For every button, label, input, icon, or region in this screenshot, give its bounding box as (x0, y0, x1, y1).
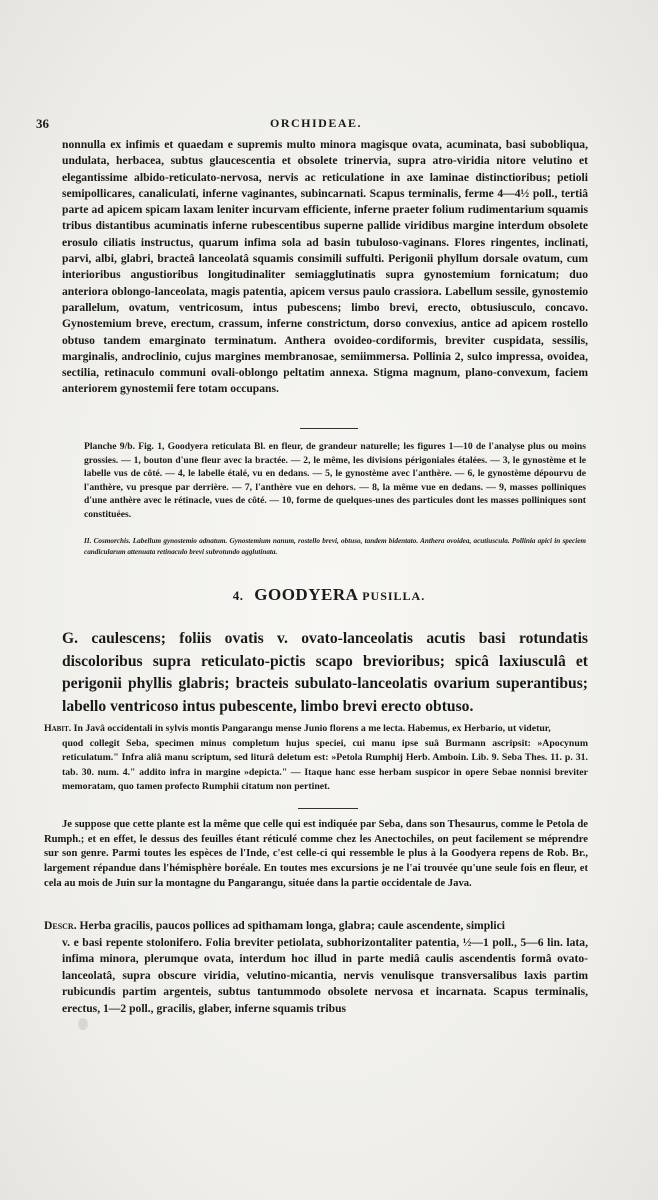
description-paragraph (44, 918, 588, 1018)
paper-stain (78, 1018, 88, 1030)
description-first-line: Herba gracilis, paucos pollices ad spithamam longa, glabra; caule ascendente, simplici (79, 919, 505, 932)
running-head: ORCHIDEAE. (269, 116, 362, 130)
section-footnote: II. Cosmorchis. Labellum gynostemio adnatum. Gynostemium nanum, rostello brevi, obtuso, tandem bidentato. Anthera ovoidea, acutiuscula. Pollinia apici in speciem candicularum attenuata retinaculo brevi subrotundo agglutinata. (84, 537, 586, 556)
species-epithet: PUSILLA. (362, 589, 426, 603)
page-header (36, 116, 596, 134)
species-number: 4. (232, 588, 244, 603)
description-text: v. e basi repente stolonifero. Folia breviter petiolata, subhorizontaliter patentia, ½—1 poll., 5—6 lin. lata, infima minora, plerumque ovata, interdum hoc illud in parte mediâ caulis ascendentis formâ ovato-lanceolatâ, supra obscure viridia, velutino-micantia, nervis venulisque transversalibus laxis partim rubicundis partim argenteis, subtus tantummodo obsolete nervosa et incarnata. Scapus terminalis, erectus, 1—2 poll., gracilis, glaber, inferne squamis tribus (62, 935, 588, 1015)
section-divider-2 (298, 808, 358, 809)
description-label: Descr. (44, 919, 77, 932)
habitat-text: quod collegit Seba, specimen minus completum hujus speciei, cui manu ipse suâ Burmann ascripsit: »Apocynum reticulatum." Infra aliâ manu scriptum, sed liturâ deletum est: »Petola Rumphij Herb. Amboin. Lib. 9. Seba Thes. 11. p. 31. tab. 30. num. 4." addito infra in margine »depicta." — Itaque hanc esse herbam suspicor in opere Sebae nonnisi breviter memoratam, quo tamen profecto Rumphii citatum non pertinet. (62, 737, 588, 793)
habitat-paragraph (44, 722, 588, 795)
habitat-first-line: In Javâ occidentali in sylvis montis Pangarangu mense Junio florens a me lecta. Habemus, ex Herbario, ut videtur, (73, 723, 551, 734)
species-diagnosis: G. caulescens; foliis ovatis v. ovato-lanceolatis acutis basi rotundatis discoloribus supra reticulato-pictis scapo brevioribus; spicâ laxiusculâ et perigonii phyllis glabris; bracteis subulato-lanceolatis ovarium superantibus; labello ventricoso intus pubescente, limbo brevi erecto obtuso. (62, 630, 588, 715)
habitat-label: Habit. (44, 723, 72, 734)
species-genus: GOODYERA (254, 585, 358, 604)
plate-explanation: Planche 9/b. Fig. 1, Goodyera reticulata Bl. en fleur, de grandeur naturelle; les figures 1—10 de l'analyse plus ou moins grossies. — 1, bouton d'une fleur avec la bractée. — 2, le même, les divisions périgoniales étalées. — 3, le gynostème et le labelle vus de côté. — 4, le labelle étalé, vu en dedans. — 5, le gynostème avec l'anthère. — 6, le gynostème dépourvu de l'anthère, vu presque par derrière. — 7, l'anthère vue en dehors. — 8, la même vue en dedans. — 9, masses polliniques d'une anthère avec le rétinacle, vues de côté. — 10, forme de quelques-unes des particules dont les masses polliniques sont constituées. (84, 441, 586, 520)
species-heading (0, 585, 658, 605)
french-commentary: Je suppose que cette plante est la même que celle qui est indiquée par Seba, dans son Thesaurus, comme le Petola de Rumph.; et en effet, le dessus des feuilles étant réticulé comme chez les Anectochiles, on peut facilement se méprendre sur son genre. Parmi toutes les espèces de l'Inde, c'est celle-ci qui ressemble le plus à la Goodyera repens de Rob. Br., largement répandue dans l'hémisphère boréale. En toutes mes excursions je ne l'ai trouvée qu'une seule fois en fleur, et cela au mois de Juin sur la montagne du Pangarangu, située dans la partie occidentale de Java. (44, 819, 588, 889)
latin-description-paragraph: nonnulla ex infimis et quaedam e supremis multo minora magisque ovata, acuminata, basi subobliqua, undulata, herbacea, subtus glaucescentia et obsolete trinervia, supra atro-viridia nitore velutino et elegantissime albido-reticulato-nervosa, nervis ac reticulatione in axe laminae distinctioribus; petioli semipollicares, canaliculati, inferne vaginantes, subincarnati. Scapus terminalis, ferme 4—4½ poll., tertiâ parte ad apicem spicam laxam leniter incurvam efficiente, inferne praeter folium rudimentarium squamis tribus distantibus acuminatis inferne rubescentibus superne pallide viridibus margine interdum obsolete erosulo ciliatis instructus, quarum infima sola ad basin tubuloso-vaginans. Flores ringentes, inclinati, parvi, albi, glabri, bracteâ lanceolatâ squamis consimili suffulti. Perigonii phyllum dorsale ovatum, cum interioribus angustioribus longitudinaliter semiagglutinatis supra gynostemium fornicatum; duo anteriora oblongo-lanceolata, magis patentia, apicem versus paulo crassiora. Labellum sessile, gynostemio parallelum, ovatum, ventricosum, intus pubescens; limbo brevi, erecto, obtusiusculo, concavo. Gynostemium breve, erectum, crassum, inferne constrictum, dorso convexius, antice ad apicem rostello obtuso tandem emarginato terminatum. Anthera ovoideo-cordiformis, breviter cuspidata, sessilis, marginalis, androclinio, cujus margines membranosae, semiimmersa. Pollinia 2, sulco impressa, ovoidea, sectilia, retinaculo communi ovali-oblongo peltatim annexa. Stigma magnum, plano-convexum, faciem anteriorem gynostemii fere totam occupans. (62, 138, 588, 396)
page-number: 36 (36, 116, 49, 131)
section-divider (300, 428, 358, 429)
